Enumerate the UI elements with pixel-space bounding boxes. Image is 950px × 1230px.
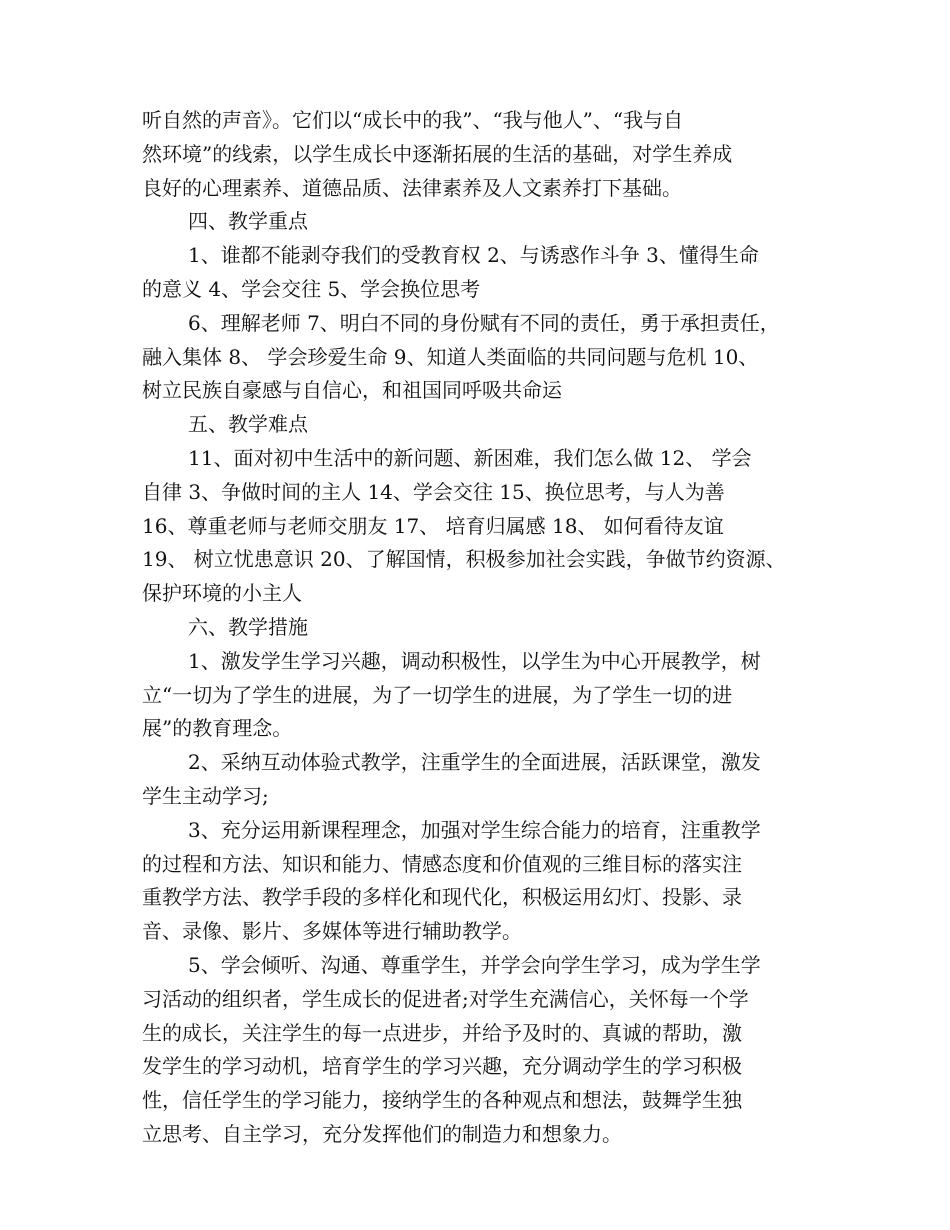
text-line: 六、教学措施 [188,614,308,639]
text-line: 自律 3、争做时间的主人 14、学会交往 15、换位思考，与人为善 [142,479,725,504]
text-line: 发学生的学习动机，培育学生的学习兴趣，充分调动学生的学习积极 [142,1054,742,1079]
text-line: 保护环境的小主人 [142,581,302,606]
text-line: 的意义 4、学会交往 5、学会换位思考 [142,276,481,301]
text-line: 融入集体 8、 学会珍爱生命 9、知道人类面临的共同问题与危机 10、 [142,344,759,369]
text-line: 3、充分运用新课程理念，加强对学生综合能力的培育，注重教学 [188,817,761,842]
text-line: 展”的教育理念。 [142,716,293,741]
text-line: 然环境”的线索，以学生成长中逐渐拓展的生活的基础，对学生养成 [142,141,733,166]
text-line: 学生主动学习; [142,783,269,808]
text-line: 树立民族自豪感与自信心，和祖国同呼吸共命运 [142,378,562,403]
text-line: 音、录像、影片、多媒体等进行辅助教学。 [142,919,522,944]
text-line: 立思考、自主学习，充分发挥他们的制造力和想象力。 [142,1121,622,1146]
text-line: 19、 树立忧患意识 20、了解国情，积极参加社会实践，争做节约资源、 [142,547,786,572]
text-line: 四、教学重点 [188,209,308,234]
text-line: 1、谁都不能剥夺我们的受教育权 2、与诱惑作斗争 3、懂得生命 [188,243,759,268]
text-line: 5、学会倾听、沟通、尊重学生，并学会向学生学习，成为学生学 [188,952,761,977]
text-line: 的过程和方法、知识和能力、情感态度和价值观的三维目标的落实注 [142,851,742,876]
document-body [142,104,822,1152]
text-line: 听自然的声音》。它们以“成长中的我”、“我与他人”、“我与自 [142,108,684,132]
text-line: 性，信任学生的学习能力，接纳学生的各种观点和想法，鼓舞学生独 [142,1088,742,1113]
text-line: 1、激发学生学习兴趣，调动积极性，以学生为中心开展教学，树 [188,648,761,673]
text-line: 6、理解老师 7、明白不同的身份赋有不同的责任，勇于承担责任， [188,310,780,335]
text-line: 习活动的组织者，学生成长的促进者;对学生充满信心，关怀每一个学 [142,986,749,1011]
text-line: 2、采纳互动体验式教学，注重学生的全面进展，活跃课堂，激发 [188,750,761,775]
text-line: 16、尊重老师与老师交朋友 17、 培育归属感 18、 如何看待友谊 [142,513,724,538]
text-line: 立“一切为了学生的进展，为了一切学生的进展，为了学生一切的进 [142,682,733,707]
text-line: 五、教学难点 [188,412,308,437]
text-line: 生的成长，关注学生的每一点进步，并给予及时的、真诚的帮助，激 [142,1020,742,1045]
text-line: 良好的心理素养、道德品质、法律素养及人文素养打下基础。 [142,175,682,200]
text-line: 11、面对初中生活中的新问题、新困难，我们怎么做 12、 学会 [188,445,752,470]
text-line: 重教学方法、教学手段的多样化和现代化，积极运用幻灯、投影、录 [142,885,742,910]
